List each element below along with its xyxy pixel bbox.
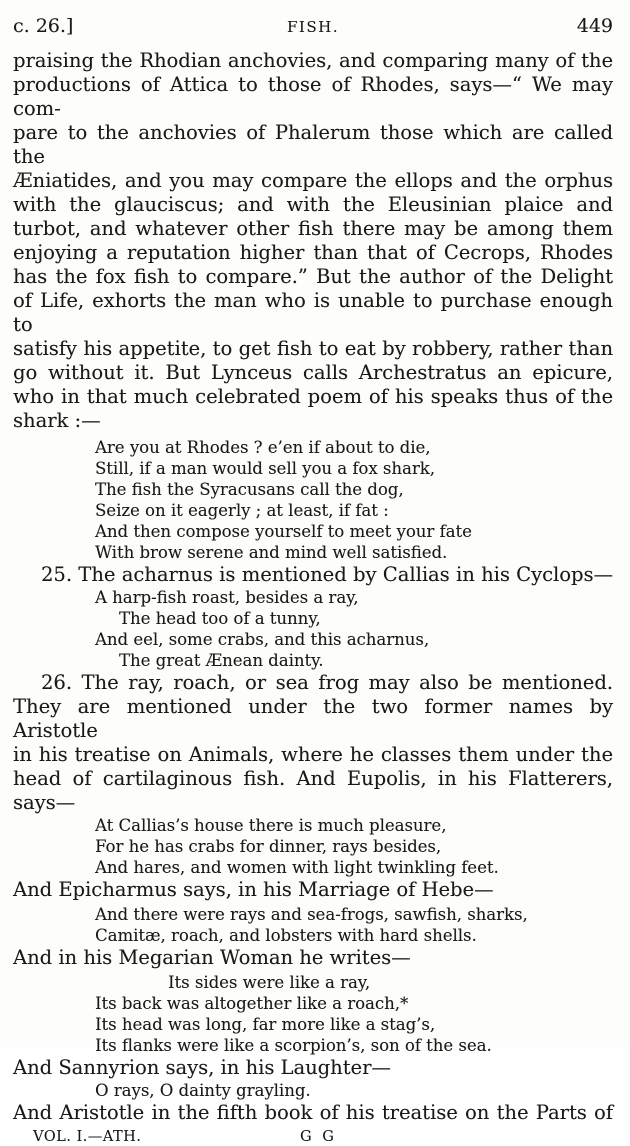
verse-line: With brow serene and mind well satisfied. <box>95 543 448 562</box>
text-line: pare to the anchovies of Phalerum those which are called the <box>13 121 613 168</box>
text-line: productions of Attica to those of Rhodes, says—“ We may com- <box>13 73 613 120</box>
header-chapter-marker: c. 26.] <box>13 15 74 37</box>
text-line: praising the Rhodian anchovies, and comparing many of the <box>13 49 613 72</box>
text-line: turbot, and whatever other fish there may be among them <box>13 217 613 240</box>
verse-megarian-woman <box>13 972 613 1056</box>
verse-epicharmus-hebe <box>13 904 613 946</box>
verse-callias-cyclops <box>13 587 613 671</box>
verse-line: For he has crabs for dinner, rays besides, <box>95 837 442 856</box>
verse-eupolis-flatterers <box>13 815 613 878</box>
verse-line: Are you at Rhodes ? e’en if about to die, <box>95 438 431 457</box>
line-megarian-intro: And in his Megarian Woman he writes— <box>13 946 411 969</box>
text-line: Æniatides, and you may compare the ellops and the orphus <box>13 169 613 192</box>
verse-line: Seize on it eagerly ; at least, if fat : <box>95 501 389 520</box>
verse-line: And there were rays and sea-frogs, sawfish, sharks, <box>95 905 528 924</box>
text-line: They are mentioned under the two former names by Aristotle <box>13 695 613 742</box>
text-line: has the fox fish to compare.” But the author of the Delight <box>13 265 613 288</box>
line-epicharmus-intro: And Epicharmus says, in his Marriage of Hebe— <box>13 878 494 901</box>
verse-line: And hares, and women with light twinkling feet. <box>95 858 499 877</box>
verse-line: Its sides were like a ray, <box>168 973 371 992</box>
line-aristotle-parts: And Aristotle in the fifth book of his treatise on the Parts of <box>13 1101 613 1124</box>
text-line: shark :— <box>13 409 101 432</box>
text-line: who in that much celebrated poem of his speaks thus of the <box>13 385 613 408</box>
verse-archestratus-shark <box>13 437 613 563</box>
verse-line: The head too of a tunny, <box>119 609 321 628</box>
header-page-number: 449 <box>576 15 613 37</box>
verse-line: And eel, some crabs, and this acharnus, <box>95 630 430 649</box>
verse-line: The fish the Syracusans call the dog, <box>95 480 404 499</box>
page-header <box>13 14 613 39</box>
verse-line: Its back was altogether like a roach,* <box>95 994 409 1013</box>
page-footer <box>13 1129 613 1146</box>
text-line: says— <box>13 791 76 814</box>
verse-line: Its flanks were like a scorpion’s, son of the sea. <box>95 1036 492 1055</box>
text-line: with the glauciscus; and with the Eleusinian plaice and <box>13 193 613 216</box>
verse-line: Still, if a man would sell you a fox shark, <box>95 459 435 478</box>
text-line: head of cartilaginous fish. And Eupolis, in his Flatterers, <box>13 767 613 790</box>
text-line: in his treatise on Animals, where he classes them under the <box>13 743 613 766</box>
verse-line: A harp-fish roast, besides a ray, <box>95 588 359 607</box>
paragraph-rhodian-anchovies <box>13 49 613 433</box>
text-line: enjoying a reputation higher than that of Cecrops, Rhodes <box>13 241 613 264</box>
text-line: satisfy his appetite, to get fish to eat by robbery, rather than <box>13 337 613 360</box>
text-line: 26. The ray, roach, or sea frog may also be mentioned. <box>41 671 613 694</box>
verse-line: The great Ænean dainty. <box>119 651 324 670</box>
text-line: go without it. But Lynceus calls Archestratus an epicure, <box>13 361 613 384</box>
text-line: 25. The acharnus is mentioned by Callias in his Cyclops— <box>41 563 613 586</box>
verse-line: O rays, O dainty grayling. <box>95 1081 311 1100</box>
verse-line: Camitæ, roach, and lobsters with hard shells. <box>95 926 477 945</box>
footer-volume-label: VOL. I.—ATH. <box>33 1129 142 1145</box>
header-running-title: FISH. <box>287 18 339 36</box>
verse-line: At Callias’s house there is much pleasure, <box>95 816 447 835</box>
line-sannyrion-intro: And Sannyrion says, in his Laughter— <box>13 1056 391 1079</box>
verse-line: And then compose yourself to meet your fate <box>95 522 472 541</box>
section-25 <box>13 563 613 587</box>
verse-line: Its head was long, far more like a stag’s, <box>95 1015 436 1034</box>
text-line: of Life, exhorts the man who is unable to purchase enough to <box>13 289 613 336</box>
verse-sannyrion-laughter <box>13 1080 613 1101</box>
footer-signature-mark: G G <box>300 1129 337 1145</box>
section-26 <box>13 671 613 815</box>
